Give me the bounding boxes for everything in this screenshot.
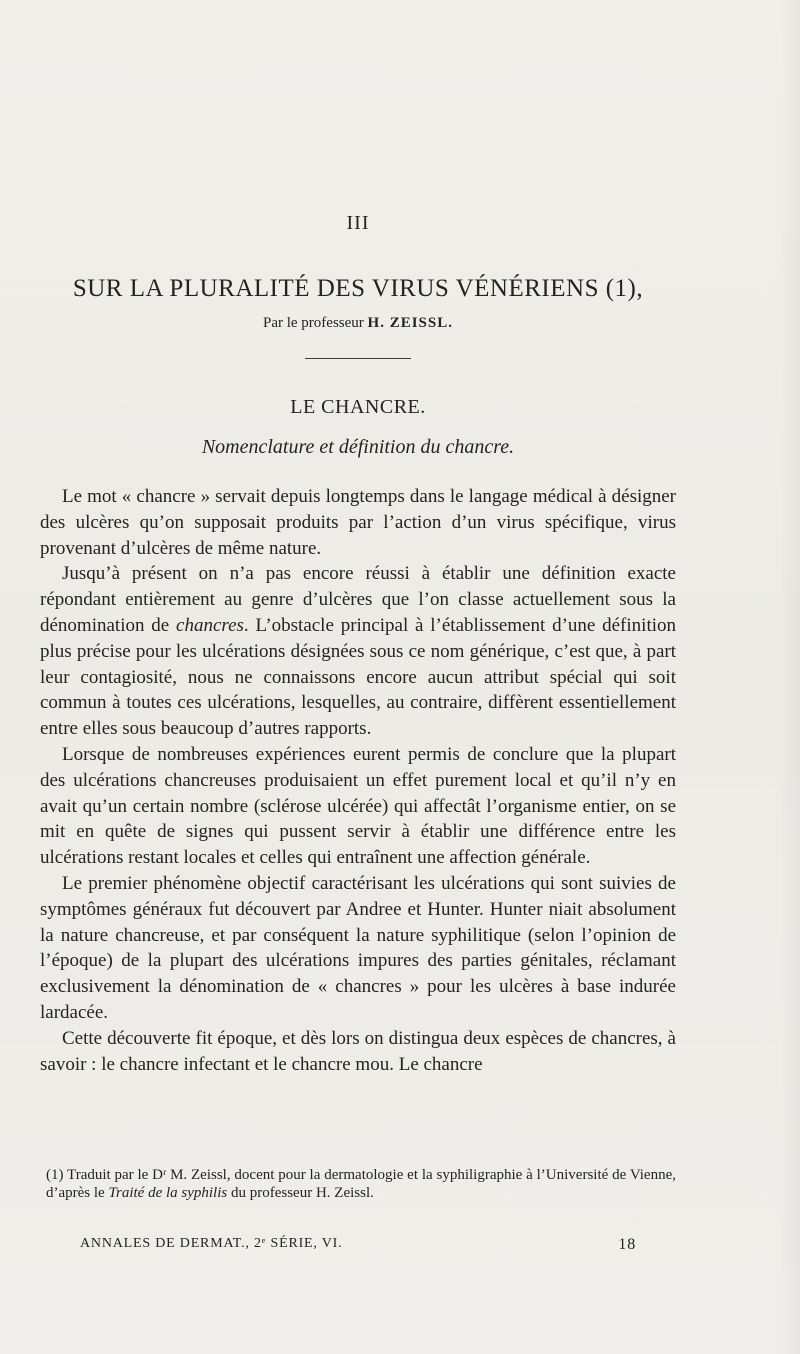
paragraph: Le mot « chancre » servait depuis longtemps dans le langage médical à désigner des ulcères qu’on supposait produits par l’action d’un virus spécifique, virus provenant d’ulcères de même nature. [40,486,676,559]
footnote-marker: (1) [46,1167,64,1183]
journal-signature: ANNALES DE DERMAT., 2ᵉ SÉRIE, VI. [80,1236,343,1251]
page-edge-shadow [780,0,800,1354]
subsection-heading: Nomenclature et définition du chancre. [201,436,515,458]
paragraph: Jusqu’à présent on n’a pas encore réussi à établir une définition exacte répondant entièrement au genre d’ulcères que l’on classe actuellement sous la dénomination de chancres. L’obstacle principal à l’établissement d’une définition plus précise pour les ulcérations désignées sous ce nom générique, c’est que, à part leur contagiosité, nous ne connaissons encore aucun attribut spécial qui soit commun à toutes ces ulcérations, lesquelles, au contraire, diffèrent essentiellement entre elles sous beaucoup d’autres rapports. [40,563,676,740]
author-name: H. ZEISSL. [367,315,453,331]
author-prefix: Par le professeur [262,315,364,331]
author-line [40,315,676,332]
footnote: (1) Traduit par le Dʳ M. Zeissl, docent pour la dermatologie et la syphiligraphie à l’Université de Vienne, d’après le Traité de la syphilis du professeur H. Zeissl. [46,1167,676,1201]
title-divider [305,358,411,359]
body-text [40,484,676,1077]
paragraph: Lorsque de nombreuses expériences eurent permis de conclure que la plupart des ulcérations chancreuses produisaient un effet purement local et qu’il n’y en avait qu’un certain nombre (sclérose ulcérée) qui affectât l’organisme entier, on se mit en quête de signes qui pussent servir à établir une différence entre les ulcérations restant locales et celles qui entraînent une affection générale. [40,743,676,869]
signature-number: 18 [618,1236,636,1253]
paragraph: Cette découverte fit époque, et dès lors on distingua deux espèces de chancres, à savoir : le chancre infectant et le chancre mou. Le chancre [40,1027,676,1075]
section-number: III [346,212,370,234]
paragraph: Le premier phénomène objectif caractérisant les ulcérations qui sont suivies de symptômes généraux fut découvert par Andree et Hunter. Hunter niait absolument la nature chancreuse, et par conséquent la nature syphilitique (selon l’opinion de l’époque) de la plupart des ulcérations impures des parties génitales, réclamant exclusivement la dénomination de « chancres » pour les ulcères à base indurée lardacée. [40,872,676,1023]
article-title: SUR LA PLURALITÉ DES VIRUS VÉNÉRIENS (1), [72,275,644,302]
section-heading: LE CHANCRE. [290,396,426,418]
show-through-background [30,90,770,272]
